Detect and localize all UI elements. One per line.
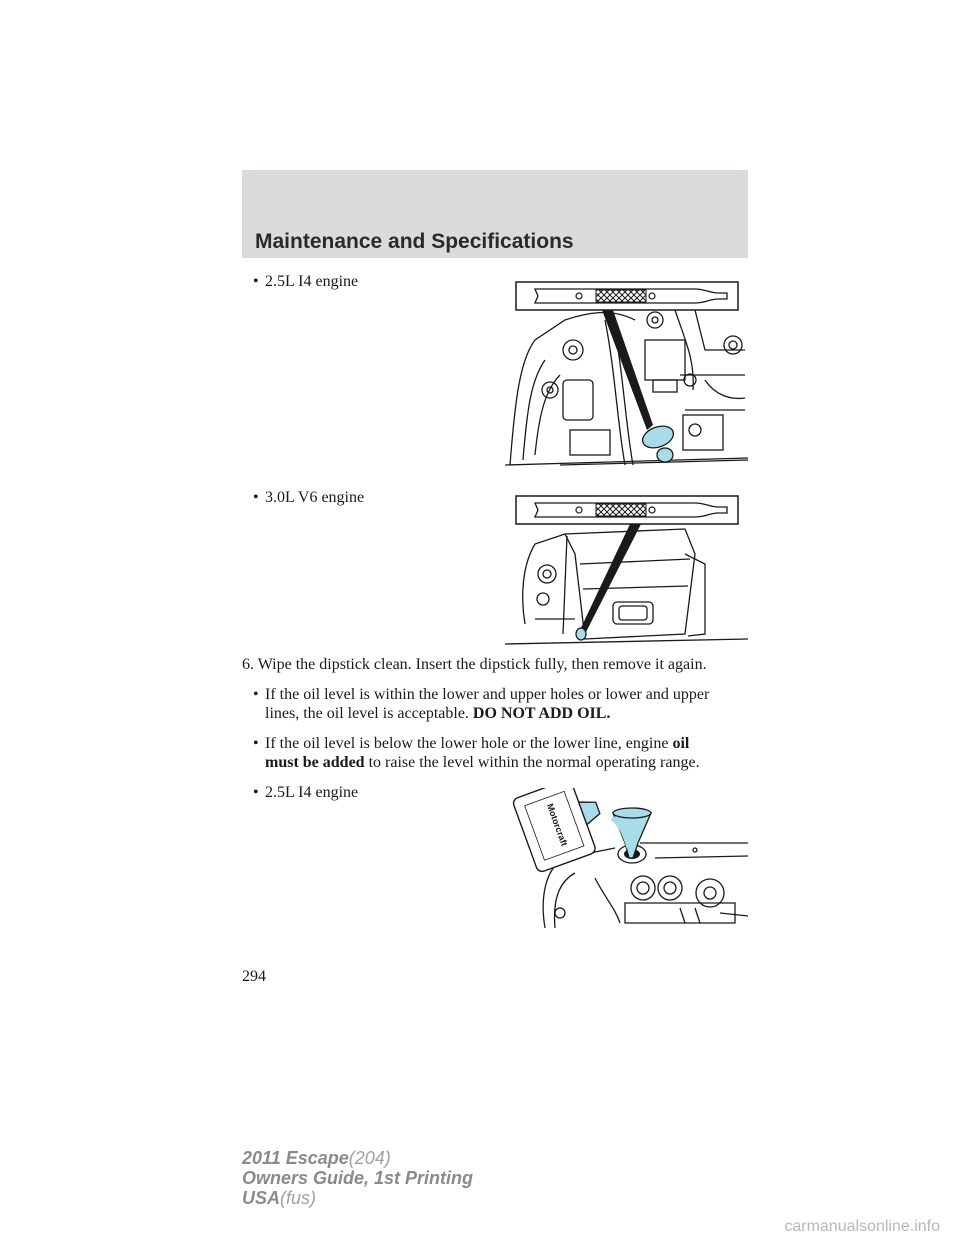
bullet: • (253, 273, 259, 290)
bullet: • (253, 489, 259, 506)
section-title: Maintenance and Specifications (255, 230, 574, 253)
oil-ok-line2 (265, 704, 610, 723)
oil-low-line1 (265, 734, 689, 753)
do-not-add-oil: DO NOT ADD OIL. (472, 705, 611, 722)
oil-low-text: If the oil level is below the lower hole or the lower line, engine (265, 735, 673, 752)
figure-dipstick-v6 (505, 494, 748, 646)
oil-ok-text: lines, the oil level is acceptable. (265, 705, 473, 722)
bottle-brand-label: Motorcraft (544, 802, 570, 848)
oil-ok-line1: If the oil level is within the lower and upper holes or lower and upper (265, 686, 710, 703)
engine-label-2: 3.0L V6 engine (265, 489, 365, 506)
figure-dipstick-i4 (505, 280, 748, 472)
engine-label-1: 2.5L I4 engine (265, 273, 359, 290)
must-be-added: must be added (265, 754, 365, 771)
bullet: • (253, 735, 259, 752)
watermark: carmanualsonline.info (784, 1218, 940, 1235)
bullet: • (253, 784, 259, 801)
bullet: • (253, 686, 259, 703)
footer-model: 2011 Escape (242, 1148, 349, 1168)
figure-add-oil (505, 788, 748, 928)
footer-market: USA (242, 1188, 281, 1208)
footer-guide: Owners Guide, 1st Printing (242, 1168, 474, 1188)
page-number: 294 (242, 968, 266, 985)
oil-low-line2 (265, 753, 700, 772)
oil-emphasis: oil (672, 735, 690, 752)
footer-market-code: (fus) (280, 1188, 317, 1208)
oil-low-text-2: to raise the level within the normal operating range. (364, 754, 700, 771)
step-6-text: 6. Wipe the dipstick clean. Insert the dipstick fully, then remove it again. (242, 656, 707, 673)
footer (242, 1148, 473, 1208)
engine-label-3: 2.5L I4 engine (265, 784, 359, 801)
footer-model-code: (204) (348, 1148, 391, 1168)
